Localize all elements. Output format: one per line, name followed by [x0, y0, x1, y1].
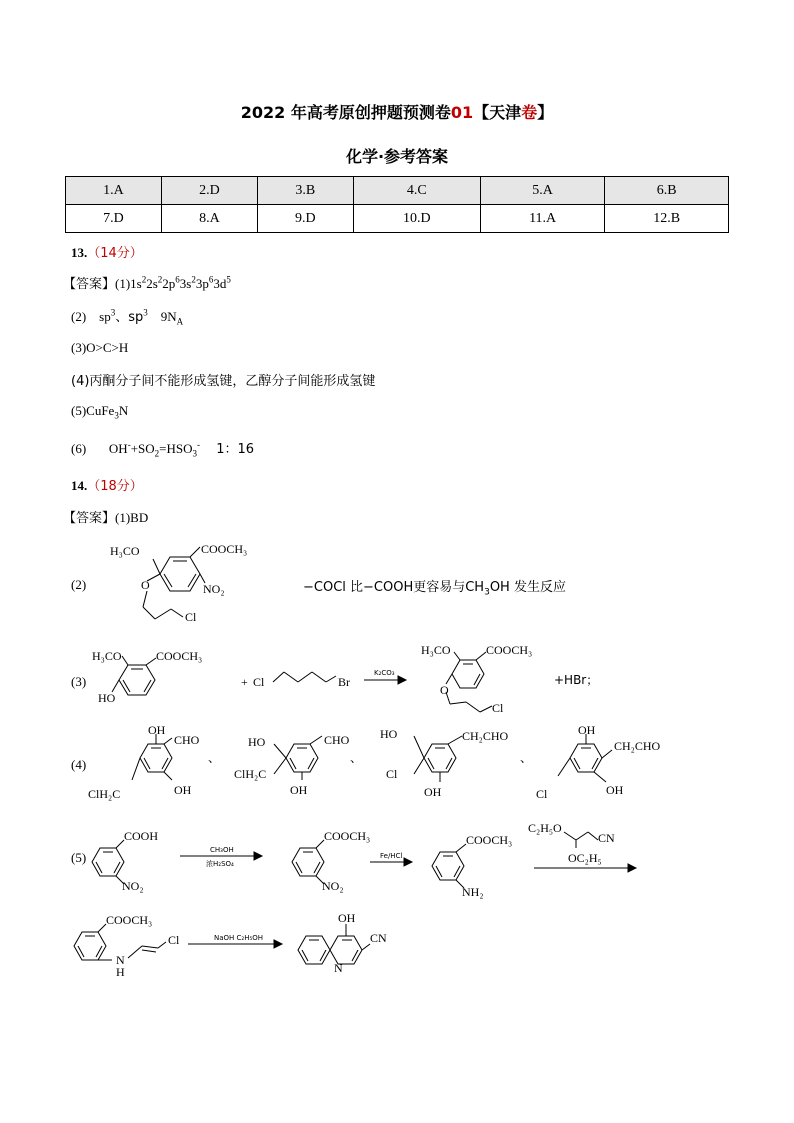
q13-answer-6: (6) $OH^-+SO_2=HSO_3^-$ 1：16 — [71, 439, 255, 459]
label-cl: Cl — [492, 701, 504, 715]
table-row — [66, 177, 729, 205]
label-no2: NO₂ — [122, 879, 144, 893]
answer-table — [65, 176, 729, 233]
label-cooch3: COOCH₃ — [201, 542, 248, 556]
label-h: H — [116, 965, 125, 979]
table-cell: 4.C — [353, 177, 480, 205]
label-clh2c: ClH₂C — [88, 787, 121, 801]
label-no2: NO₂ — [203, 582, 225, 596]
structure-q14-4 — [88, 722, 708, 802]
separator: 、 — [350, 751, 363, 765]
label-n: N — [116, 953, 125, 967]
label-h3co: H₃CO — [92, 649, 122, 663]
label-o: O — [141, 578, 150, 592]
label-o: O — [440, 683, 449, 697]
q13-answer-1: 【答案】$(1)1s^22s^22p^63s^23p^63d^5$ — [63, 274, 231, 292]
label-cn: CN — [598, 831, 615, 845]
page-subtitle: 化学·参考答案 — [345, 147, 449, 166]
table-row — [66, 205, 729, 233]
label-cooch3: COOCH₃ — [156, 649, 203, 663]
label-oc2h5: OC₂H₅ — [568, 851, 602, 865]
reagent-fehcl: Fe/HCl — [380, 852, 403, 860]
q14-answer-4-label: (4) — [71, 757, 87, 772]
synthesis-route-row-1 — [88, 812, 648, 902]
table-cell: 12.B — [605, 205, 729, 233]
label-cooh: COOH — [124, 829, 159, 843]
label-h3co: H₃CO — [110, 544, 140, 558]
page-title: 2022 年高考原创押题预测卷01【天津卷】 — [240, 103, 554, 122]
q13-answer-4: (4)丙酮分子间不能形成氢键，乙醇分子间能形成氢键 — [71, 374, 376, 389]
separator: 、 — [208, 751, 221, 765]
label-cn: CN — [370, 931, 387, 945]
label-cooch3: COOCH₃ — [466, 833, 513, 847]
reagent-ch3oh: CH₃OH — [210, 846, 234, 854]
label-cooch3: COOCH₃ — [106, 913, 153, 927]
table-cell: 1.A — [66, 177, 162, 205]
label-oh: OH — [174, 783, 192, 797]
label-cho: CHO — [324, 733, 350, 747]
q13-header: 13.（14分） — [71, 245, 143, 261]
label-cl: Cl — [386, 767, 398, 781]
label-oh: OH — [606, 783, 624, 797]
q14-answer-1: 【答案】(1)BD — [63, 510, 149, 526]
q13-answer-3: (3)O>C>H — [71, 340, 129, 355]
label-ho: HO — [380, 727, 398, 741]
label-no2: NO₂ — [322, 879, 344, 893]
reagent-naoh: NaOH C₂H₅OH — [214, 934, 264, 942]
label-k2co3: K₂CO₃ — [374, 669, 395, 677]
table-cell: 3.B — [257, 177, 353, 205]
label-oh: OH — [424, 785, 442, 799]
label-h3co: H₃CO — [421, 643, 451, 657]
label-clh2c: ClH₂C — [234, 767, 267, 781]
q14-answer-2-label: (2) — [71, 577, 87, 592]
label-oh: OH — [290, 783, 308, 797]
q13-answer-2: (2) $sp^3$、$sp^3$ $9N_A$ — [71, 307, 184, 327]
separator: 、 — [520, 751, 533, 765]
label-nh2: NH₂ — [462, 885, 484, 899]
q14-header: 14.（18分） — [71, 478, 143, 494]
q14-answer-2-text: −COCl 比−COOH更容易与$CH_3OH$ 发生反应 — [303, 580, 566, 598]
label-ho: HO — [98, 691, 116, 705]
label-cl: Cl — [536, 787, 548, 801]
table-cell: 8.A — [161, 205, 257, 233]
label-oh: OH — [338, 911, 356, 925]
label-br: Br — [338, 675, 350, 689]
label-cl: Cl — [168, 933, 180, 947]
label-oh: OH — [148, 723, 166, 737]
plus-sign: + — [241, 675, 248, 689]
table-cell: 10.D — [353, 205, 480, 233]
reagent-h2so4: 浓H₂SO₄ — [206, 860, 234, 868]
table-cell: 2.D — [161, 177, 257, 205]
structure-q14-3 — [88, 640, 628, 720]
label-cooch3: COOCH₃ — [324, 829, 371, 843]
synthesis-route-row-2 — [68, 908, 408, 988]
label-n: N — [334, 961, 343, 975]
label-cl: Cl — [185, 610, 197, 624]
table-cell: 7.D — [66, 205, 162, 233]
label-cl: Cl — [253, 675, 265, 689]
structure-q14-2 — [105, 535, 285, 630]
table-cell: 5.A — [480, 177, 605, 205]
q13-answer-5: (5)CuFe$_3$N — [71, 403, 129, 421]
label-cho: CHO — [174, 733, 200, 747]
label-cooch3: COOCH₃ — [486, 643, 533, 657]
hbr-product: +HBr； — [554, 673, 599, 687]
label-ho: HO — [248, 735, 266, 749]
q14-answer-5-label: (5) — [71, 850, 87, 865]
table-cell: 11.A — [480, 205, 605, 233]
q14-answer-3-label: (3) — [71, 674, 87, 689]
label-ch2cho: CH₂CHO — [614, 739, 661, 753]
table-cell: 9.D — [257, 205, 353, 233]
table-cell: 6.B — [605, 177, 729, 205]
label-oh: OH — [578, 723, 596, 737]
label-c2h5o: C₂H₅O — [528, 821, 562, 835]
label-ch2cho: CH₂CHO — [462, 729, 509, 743]
